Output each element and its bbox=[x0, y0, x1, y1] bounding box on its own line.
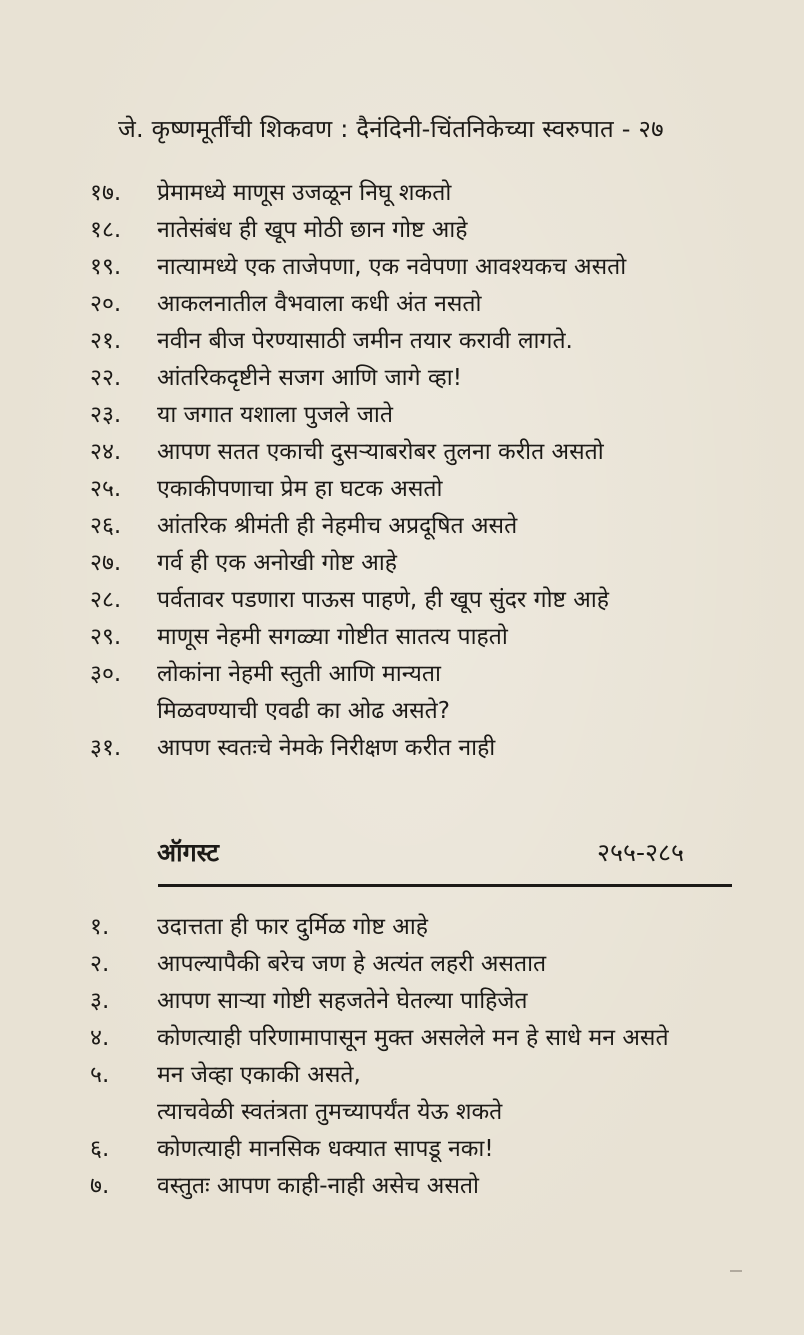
list-july bbox=[0, 175, 804, 767]
list-item bbox=[0, 286, 804, 323]
item-text-continued: त्याचवेळी स्वतंत्रता तुमच्यापर्यंत येऊ शकते bbox=[157, 1099, 503, 1125]
item-number: २६. bbox=[90, 513, 122, 539]
item-number: ५. bbox=[90, 1062, 110, 1088]
list-item bbox=[0, 249, 804, 286]
list-item bbox=[0, 619, 804, 656]
item-number: ६. bbox=[90, 1136, 110, 1162]
list-item bbox=[0, 946, 804, 983]
item-text: पर्वतावर पडणारा पाऊस पाहणे, ही खूप सुंदर गोष्ट आहे bbox=[157, 587, 609, 613]
list-item bbox=[0, 983, 804, 1020]
item-text: आपण स्वतःचे नेमके निरीक्षण करीत नाही bbox=[157, 735, 496, 761]
item-number: ३. bbox=[90, 988, 110, 1014]
item-text: नात्यामध्ये एक ताजेपणा, एक नवेपणा आवश्यकच असतो bbox=[157, 254, 627, 280]
list-item bbox=[0, 1020, 804, 1057]
item-text: कोणत्याही मानसिक धक्यात सापडू नका! bbox=[157, 1136, 494, 1162]
item-number: २०. bbox=[90, 291, 122, 317]
item-number: ३१. bbox=[90, 735, 122, 761]
list-august bbox=[0, 909, 804, 1205]
item-number: २५. bbox=[90, 476, 122, 502]
list-item bbox=[0, 360, 804, 397]
list-item bbox=[0, 656, 804, 730]
item-number: २३. bbox=[90, 402, 122, 428]
list-item bbox=[0, 909, 804, 946]
item-number: २७. bbox=[90, 550, 122, 576]
section-divider bbox=[158, 884, 732, 887]
item-text: माणूस नेहमी सगळ्या गोष्टीत सातत्य पाहतो bbox=[157, 624, 508, 650]
item-text: एकाकीपणाचा प्रेम हा घटक असतो bbox=[157, 476, 443, 502]
running-head: जे. कृष्णमूर्तींची शिकवण : दैनंदिनी-चिंतनिकेच्या स्वरुपात - २७ bbox=[118, 115, 664, 143]
list-item bbox=[0, 1057, 804, 1131]
list-item bbox=[0, 397, 804, 434]
section-header bbox=[0, 835, 804, 875]
item-number: १७. bbox=[90, 180, 122, 206]
item-number: ३०. bbox=[90, 661, 122, 687]
item-text: आपण साऱ्या गोष्टी सहजतेने घेतल्या पाहिजेत bbox=[157, 988, 528, 1014]
item-text: वस्तुतः आपण काही-नाही असेच असतो bbox=[157, 1173, 479, 1199]
section-range: २५५-२८५ bbox=[597, 838, 685, 867]
paper-speck bbox=[730, 1270, 742, 1272]
item-text: प्रेमामध्ये माणूस उजळून निघू शकतो bbox=[157, 180, 452, 206]
item-text: उदात्तता ही फार दुर्मिळ गोष्ट आहे bbox=[157, 914, 429, 940]
item-number: २२. bbox=[90, 365, 122, 391]
list-item bbox=[0, 1168, 804, 1205]
item-number: १९. bbox=[90, 254, 122, 280]
item-number: २. bbox=[90, 951, 110, 977]
list-item bbox=[0, 175, 804, 212]
item-text: लोकांना नेहमी स्तुती आणि मान्यता bbox=[157, 661, 441, 687]
item-number: २८. bbox=[90, 587, 122, 613]
item-text: गर्व ही एक अनोखी गोष्ट आहे bbox=[157, 550, 397, 576]
item-text: आंतरिक श्रीमंती ही नेहमीच अप्रदूषित असते bbox=[157, 513, 518, 539]
item-text: आपण सतत एकाची दुसऱ्याबरोबर तुलना करीत असतो bbox=[157, 439, 604, 465]
item-number: ४. bbox=[90, 1025, 110, 1051]
item-number: २९. bbox=[90, 624, 122, 650]
item-text: मन जेव्हा एकाकी असते, bbox=[157, 1062, 361, 1088]
list-item bbox=[0, 212, 804, 249]
list-item bbox=[0, 471, 804, 508]
list-item bbox=[0, 582, 804, 619]
item-text: आपल्यापैकी बरेच जण हे अत्यंत लहरी असतात bbox=[157, 951, 547, 977]
item-text: नातेसंबंध ही खूप मोठी छान गोष्ट आहे bbox=[157, 217, 468, 243]
item-text: आंतरिकदृष्टीने सजग आणि जागे व्हा! bbox=[157, 365, 462, 391]
list-item bbox=[0, 434, 804, 471]
item-text: नवीन बीज पेरण्यासाठी जमीन तयार करावी लागते. bbox=[157, 328, 573, 354]
item-text: कोणत्याही परिणामापासून मुक्त असलेले मन हे साधे मन असते bbox=[157, 1025, 669, 1051]
list-item bbox=[0, 730, 804, 767]
list-item bbox=[0, 508, 804, 545]
item-text-block bbox=[157, 1057, 502, 1131]
item-text: आकलनातील वैभवाला कधी अंत नसतो bbox=[157, 291, 482, 317]
list-item bbox=[0, 545, 804, 582]
item-text-continued: मिळवण्याची एवढी का ओढ असते? bbox=[157, 698, 450, 724]
item-number: २१. bbox=[90, 328, 122, 354]
item-number: ७. bbox=[90, 1173, 110, 1199]
section-title: ऑगस्ट bbox=[157, 838, 219, 867]
list-item bbox=[0, 1131, 804, 1168]
item-number: १. bbox=[90, 914, 110, 940]
item-text: या जगात यशाला पुजले जाते bbox=[157, 402, 393, 428]
item-number: १८. bbox=[90, 217, 122, 243]
item-text-block bbox=[157, 656, 450, 730]
item-number: २४. bbox=[90, 439, 122, 465]
list-item bbox=[0, 323, 804, 360]
